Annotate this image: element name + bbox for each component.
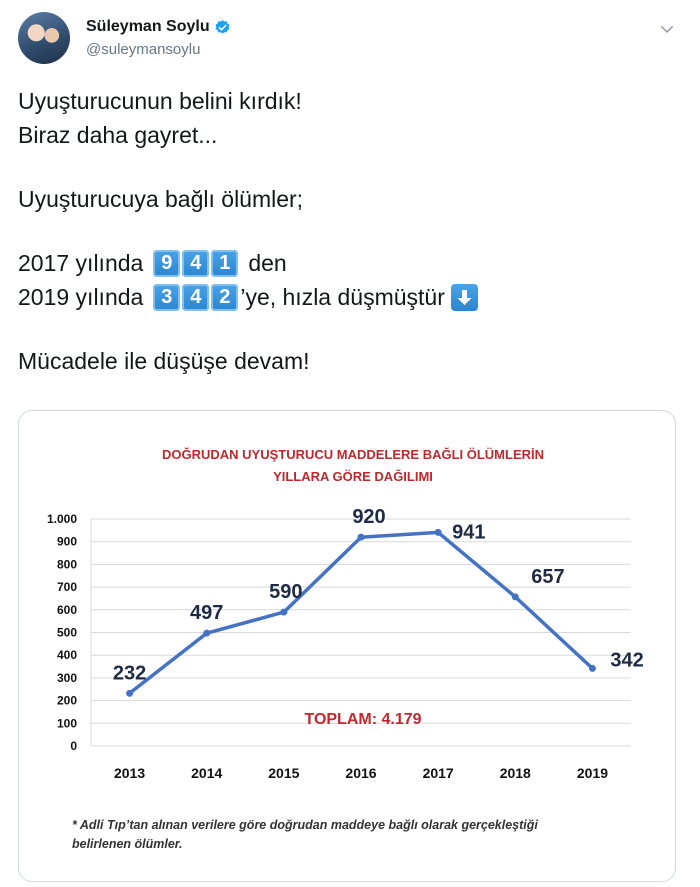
- y-tick-label: 0: [70, 739, 77, 753]
- chart-data-label: 342: [610, 649, 644, 672]
- down-arrow-icon: [451, 284, 478, 311]
- keycap-digit: 3: [153, 284, 180, 311]
- x-tick-label: 2013: [113, 765, 146, 781]
- y-tick-label: 200: [56, 693, 77, 708]
- keycap-digit: 9: [153, 250, 180, 277]
- verified-badge-icon: [214, 19, 231, 36]
- x-tick-label: 2018: [499, 765, 531, 781]
- chart-total-label: TOPLAM: 4.179: [304, 711, 422, 728]
- y-tick-label: 600: [56, 602, 77, 617]
- chart-footnote: [72, 816, 632, 854]
- x-tick-label: 2019: [576, 765, 609, 781]
- chart-x-axis: [114, 765, 608, 781]
- tweet-line-suffix: ’ye, hızla düşmüştür: [240, 284, 445, 310]
- chevron-down-icon[interactable]: [658, 20, 676, 38]
- chart-data-labels: [113, 506, 644, 684]
- keycap-digit: 1: [211, 250, 238, 277]
- tweet-line: Biraz daha gayret...: [18, 122, 218, 148]
- x-tick-label: 2014: [191, 765, 223, 781]
- tweet-text: [18, 84, 678, 378]
- y-tick-label: 100: [56, 716, 77, 731]
- chart-point: [512, 593, 519, 600]
- author-name-row: [86, 18, 231, 36]
- chart-data-label: 941: [452, 521, 486, 544]
- y-tick-label: 500: [56, 625, 77, 640]
- keycap-digit: 4: [182, 284, 209, 311]
- chart-point: [358, 534, 365, 541]
- chart-title-line-2: YILLARA GÖRE DAĞILIMI: [273, 469, 433, 484]
- y-tick-label: 300: [56, 670, 77, 685]
- chart-y-axis: [47, 512, 91, 753]
- keycap-digit: 4: [182, 250, 209, 277]
- chart-point: [589, 665, 596, 672]
- y-tick-label: 400: [56, 648, 77, 663]
- y-tick-label: 700: [56, 580, 77, 595]
- keycap-digit: 2: [211, 284, 238, 311]
- tweet-line: Uyuşturucunun belini kırdık!: [18, 88, 302, 114]
- tweet-header: [18, 12, 682, 72]
- tweet-line-prefix: 2019 yılında: [18, 284, 144, 310]
- x-tick-label: 2017: [422, 765, 454, 781]
- x-tick-label: 2016: [345, 765, 377, 781]
- chart-image-card[interactable]: [18, 410, 676, 882]
- tweet-line: [18, 246, 678, 280]
- tweet-line: [18, 280, 678, 314]
- y-tick-label: 900: [56, 534, 77, 549]
- chart-data-label: 657: [531, 565, 565, 588]
- chart-data-label: 232: [112, 662, 147, 685]
- avatar[interactable]: [18, 12, 70, 64]
- tweet-line: Uyuşturucuya bağlı ölümler;: [18, 186, 304, 212]
- chart-footnote-line: * Adli Tıp’tan alınan verilere göre doğrudan maddeye bağlı olarak gerçekleştiği: [72, 818, 538, 832]
- chart-data-label: 920: [352, 506, 386, 529]
- x-tick-label: 2015: [268, 765, 300, 781]
- line-chart: [19, 411, 675, 881]
- chart-footnote-line: belirlenen ölümler.: [72, 837, 183, 851]
- tweet-line-suffix: den: [248, 250, 287, 276]
- chart-point: [203, 630, 210, 637]
- tweet-line: Mücadele ile düşüşe devam!: [18, 348, 310, 374]
- author-display-name[interactable]: Süleyman Soylu: [86, 18, 210, 35]
- chart-data-label: 590: [269, 581, 303, 604]
- tweet-line-prefix: 2017 yılında: [18, 250, 144, 276]
- chart-point: [435, 529, 442, 536]
- chart-point: [126, 690, 133, 697]
- author-handle[interactable]: @suleymansoylu: [86, 41, 201, 58]
- chart-title-line-1: DOĞRUDAN UYUŞTURUCU MADDELERE BAĞLI ÖLÜMLERİN: [161, 447, 545, 462]
- y-tick-label: 800: [56, 557, 77, 572]
- chart-data-label: 497: [190, 602, 224, 625]
- y-tick-label: 1.000: [46, 512, 77, 526]
- chart-point: [280, 609, 287, 616]
